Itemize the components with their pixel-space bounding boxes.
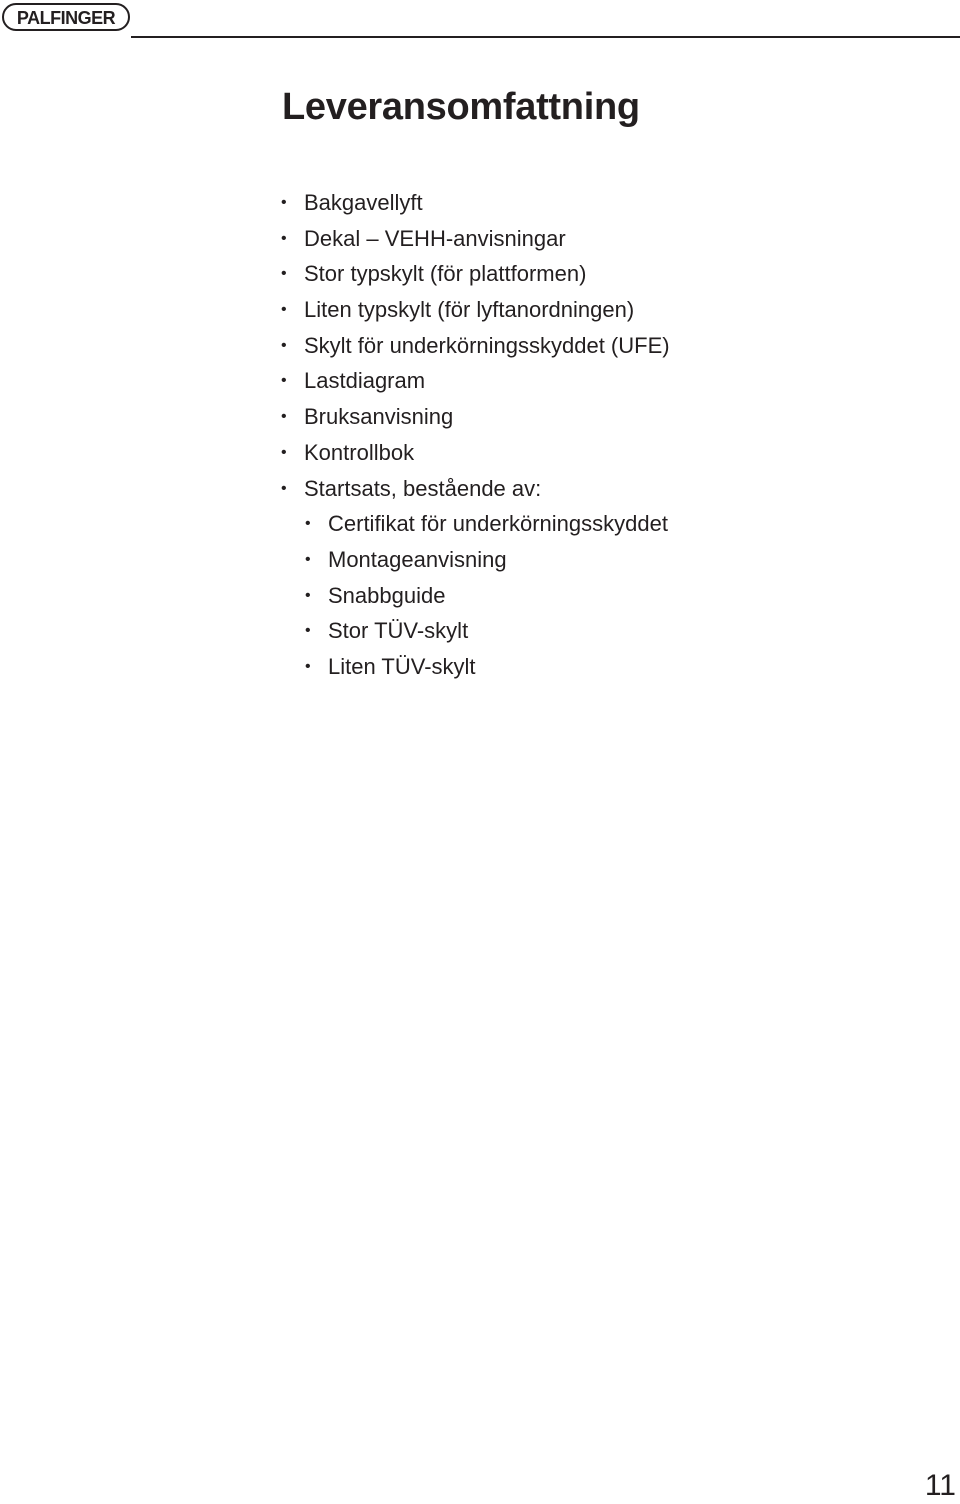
bullet: • — [305, 657, 311, 675]
bullet: • — [281, 372, 287, 390]
sub-list-item-label: Liten TÜV-skylt — [328, 653, 476, 679]
list-item-label: Startsats, bestående av: — [304, 475, 542, 501]
sub-list-item-label: Certifikat för underkörningsskyddet — [328, 511, 668, 537]
list-item-label: Kontrollbok — [304, 439, 415, 465]
list-item-label: Liten typskylt (för lyftanordningen) — [304, 297, 635, 323]
bullet: • — [305, 515, 311, 533]
bullet: • — [281, 265, 287, 283]
bullet: • — [281, 443, 287, 461]
header-divider — [131, 36, 960, 38]
list-item-label: Lastdiagram — [304, 368, 426, 394]
list-item-label: Dekal – VEHH-anvisningar — [304, 225, 566, 251]
logo-wordmark — [4, 5, 128, 29]
bullet: • — [281, 408, 287, 426]
list-item-label: Skylt för underkörningsskyddet (UFE) — [304, 332, 670, 358]
bullet: • — [281, 479, 287, 497]
bullet: • — [281, 301, 287, 319]
bullet: • — [281, 194, 287, 211]
sub-list-item-label: Snabbguide — [328, 582, 446, 608]
palfinger-logo — [2, 3, 130, 31]
list-item-label: Stor typskylt (för plattformen) — [304, 261, 587, 287]
svg-text:PALFINGER: PALFINGER — [16, 8, 116, 28]
page-title: Leveransomfattning — [282, 86, 640, 128]
bullet: • — [281, 229, 287, 247]
sub-list-item-label: Montageanvisning — [328, 546, 507, 572]
bullet: • — [305, 622, 311, 640]
bullet: • — [281, 336, 287, 354]
list-item-label: Bruksanvisning — [304, 404, 454, 430]
page-number: 11 — [924, 1469, 956, 1502]
page-header — [0, 0, 960, 40]
sub-list-item-label: Stor TÜV-skylt — [328, 618, 469, 644]
bullet: • — [305, 550, 311, 568]
list-item-label: Bakgavellyft — [304, 190, 423, 215]
bullet: • — [305, 586, 311, 604]
